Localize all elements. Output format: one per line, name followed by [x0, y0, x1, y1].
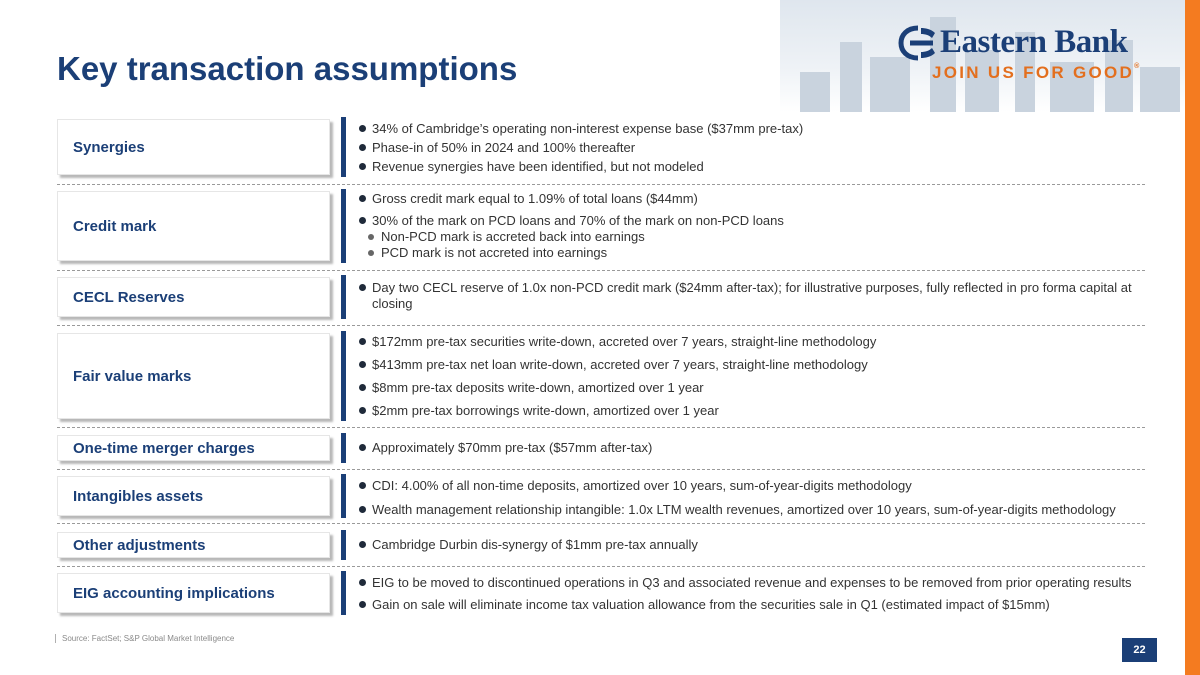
section-eig-accounting-implications — [57, 571, 1145, 615]
bullet-item: Gain on sale will eliminate income tax valuation allowance from the securities sale in Q1 (estimated impact of $15mm) — [359, 597, 1200, 613]
bullet-item: $413mm pre-tax net loan write-down, accreted over 7 years, straight-line methodology — [359, 357, 1149, 373]
bullet-item: $172mm pre-tax securities write-down, accreted over 7 years, straight-line methodology — [359, 334, 1149, 350]
section-separator — [57, 427, 1145, 428]
section-label: CECL Reserves — [57, 277, 330, 317]
section-separator — [57, 325, 1145, 326]
bullet-item: Approximately $70mm pre-tax ($57mm after-tax) — [359, 440, 1149, 456]
source-footnote: Source: FactSet; S&P Global Market Intelligence — [55, 634, 234, 643]
brand-tagline-text: JOIN US FOR GOOD — [932, 63, 1135, 82]
section-label: One-time merger charges — [57, 435, 330, 461]
section-one-time-merger-charges — [57, 433, 1145, 463]
bullet-list — [359, 191, 1149, 261]
section-credit-mark — [57, 189, 1145, 263]
bullet-item: EIG to be moved to discontinued operations in Q3 and associated revenue and expenses to be removed from prior operating results — [359, 575, 1200, 591]
page-number: 22 — [1122, 638, 1157, 662]
section-label: Synergies — [57, 119, 330, 175]
section-divider-bar — [341, 474, 346, 518]
section-divider-bar — [341, 275, 346, 319]
bullet-list — [359, 440, 1149, 456]
section-label: EIG accounting implications — [57, 573, 330, 613]
eastern-bank-logo — [898, 24, 1163, 94]
bullet-list — [359, 280, 1149, 312]
section-divider-bar — [341, 189, 346, 263]
bullet-list — [359, 334, 1149, 419]
bullet-item: CDI: 4.00% of all non-time deposits, amortized over 10 years, sum-of-year-digits methodology — [359, 478, 1149, 494]
section-separator — [57, 184, 1145, 185]
section-separator — [57, 270, 1145, 271]
brand-name: Eastern Bank — [940, 24, 1128, 60]
section-separator — [57, 523, 1145, 524]
bullet-item: $8mm pre-tax deposits write-down, amortized over 1 year — [359, 380, 1149, 396]
bullet-item: $2mm pre-tax borrowings write-down, amortized over 1 year — [359, 403, 1149, 419]
section-divider-bar — [341, 117, 346, 177]
page-title: Key transaction assumptions — [57, 50, 518, 87]
section-synergies — [57, 117, 1145, 177]
section-separator — [57, 566, 1145, 567]
registered-mark: ® — [1134, 63, 1140, 70]
section-divider-bar — [341, 433, 346, 463]
bullet-item: Gross credit mark equal to 1.09% of total loans ($44mm) — [359, 191, 1149, 207]
eastern-bank-logo-icon — [898, 25, 938, 61]
bullet-item: 30% of the mark on PCD loans and 70% of the mark on non-PCD loans — [359, 213, 1149, 229]
bullet-item: 34% of Cambridge’s operating non-interest expense base ($37mm pre-tax) — [359, 121, 1149, 137]
bullet-item: Day two CECL reserve of 1.0x non-PCD credit mark ($24mm after-tax); for illustrative purposes, fully reflected in pro forma capital at closing — [359, 280, 1149, 312]
section-label: Other adjustments — [57, 532, 330, 558]
section-label: Intangibles assets — [57, 476, 330, 516]
section-divider-bar — [341, 571, 346, 615]
section-intangibles-assets — [57, 474, 1145, 518]
section-divider-bar — [341, 530, 346, 560]
bullet-item: Cambridge Durbin dis-synergy of $1mm pre-tax annually — [359, 537, 1149, 553]
brand-tagline — [932, 63, 1163, 83]
section-divider-bar — [341, 331, 346, 421]
bullet-list — [359, 537, 1149, 553]
accent-strip — [1185, 0, 1200, 675]
section-separator — [57, 469, 1145, 470]
section-label: Credit mark — [57, 191, 330, 261]
bullet-item: Revenue synergies have been identified, but not modeled — [359, 159, 1149, 175]
section-other-adjustments — [57, 530, 1145, 560]
section-fair-value-marks — [57, 331, 1145, 421]
section-cecl-reserves — [57, 275, 1145, 319]
bullet-item: Wealth management relationship intangible: 1.0x LTM wealth revenues, amortized over 10 years, sum-of-year-digits methodology — [359, 502, 1149, 518]
sub-bullet-item: PCD mark is not accreted into earnings — [359, 245, 1149, 261]
bullet-list — [359, 478, 1149, 518]
section-label: Fair value marks — [57, 333, 330, 419]
sub-bullet-item: Non-PCD mark is accreted back into earnings — [359, 229, 1149, 245]
bullet-item: Phase-in of 50% in 2024 and 100% thereafter — [359, 140, 1149, 156]
bullet-list — [359, 121, 1149, 175]
bullet-list — [359, 575, 1200, 613]
